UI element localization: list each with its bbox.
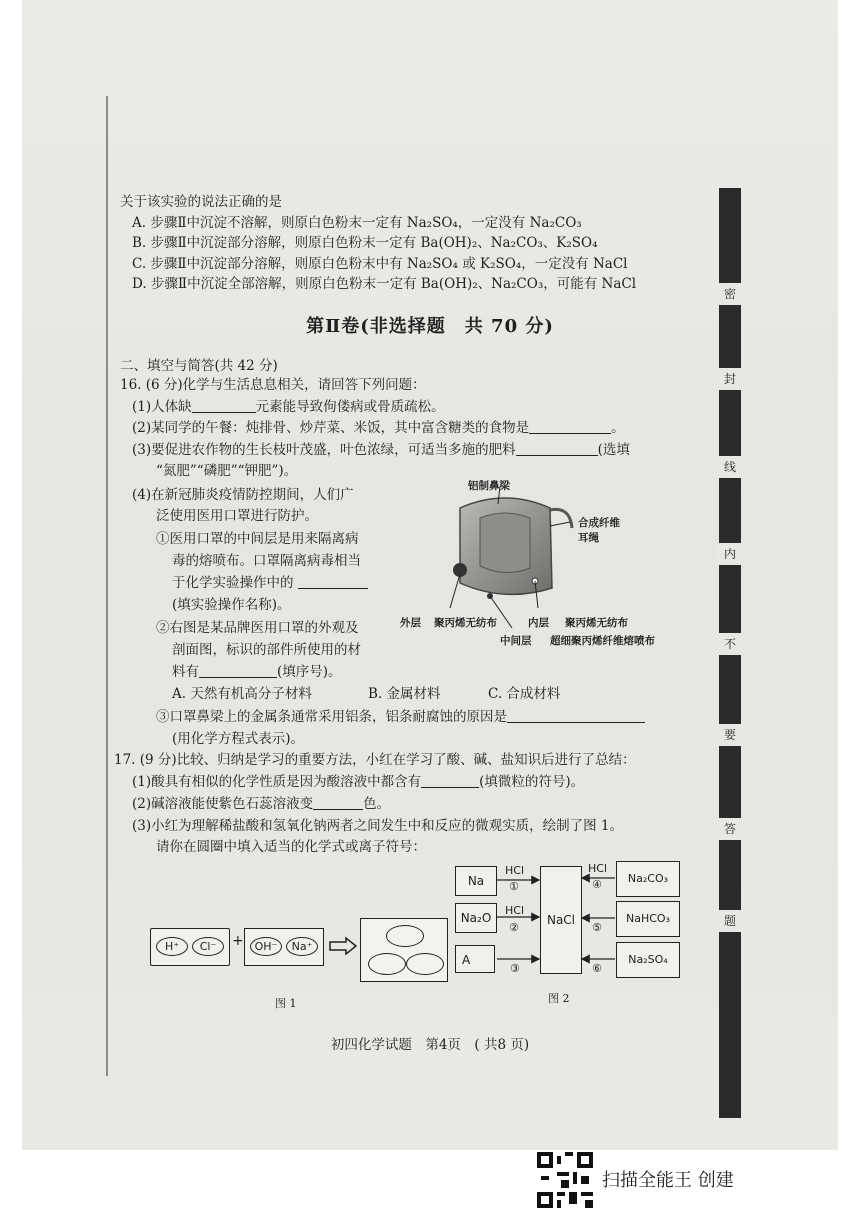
seal-char: 题 [717, 910, 743, 932]
mask-figure [420, 478, 690, 628]
page-footer: 初四化学试题 第4页 ( 共8 页) [330, 1037, 530, 1053]
ion-oh-minus: OH⁻ [250, 937, 282, 956]
q17-p2a: (2)碱溶液能使紫色石蕊溶液变 [132, 796, 314, 812]
q16-part1 [132, 396, 445, 418]
plus-sign: + [232, 933, 244, 949]
q16-s2-3b: (填序号)。 [277, 664, 342, 680]
q16-p1b: 元素能导致佝偻病或骨质疏松。 [255, 399, 445, 415]
q17-part1 [132, 771, 584, 793]
label-middle-material: 超细聚丙烯纤维熔喷布 [550, 635, 655, 647]
leader-line [550, 522, 570, 526]
q17-p3-line2: 请你在圆圈中填入适当的化学式或离子符号： [156, 839, 426, 855]
ion-na-plus: Na⁺ [286, 937, 318, 956]
answer-circle[interactable] [368, 953, 406, 975]
q17-stem: 17. (9 分)比较、归纳是学习的重要方法，小红在学习了酸、碱、盐知识后进行了总结： [114, 752, 636, 768]
fig2-box-a: A [455, 945, 495, 973]
seal-char: 封 [717, 368, 743, 390]
label-num-6: ⑥ [592, 962, 602, 975]
q15-option-d: D. 步骤Ⅱ中沉淀全部溶解，则原白色粉末一定有 Ba(OH)₂、Na₂CO₃，可能有 NaCl [132, 276, 637, 292]
q16-part2 [132, 417, 625, 439]
q16-p3b: (选填 [597, 442, 630, 458]
fig2-box-na2o: Na₂O [455, 903, 497, 933]
q17-blank2[interactable] [313, 795, 363, 810]
q15-intro: 关于该实验的说法正确的是 [120, 194, 282, 210]
ion-h-plus: H⁺ [156, 937, 188, 956]
seal-char: 答 [717, 818, 743, 840]
q17-p2b: 色。 [363, 796, 391, 812]
label-num-4: ④ [592, 878, 602, 891]
qr-code-icon [537, 1152, 593, 1208]
q15-option-c: C. 步骤Ⅱ中沉淀部分溶解，则原白色粉末中有 Na₂SO₄ 或 K₂SO₄，一定没有 NaCl [132, 256, 628, 272]
q17-part2 [132, 793, 390, 815]
q16-s2-line1: ②右图是某品牌医用口罩的外观及 [156, 620, 359, 636]
fig2-box-nahco3: NaHCO₃ [616, 901, 680, 937]
q16-blank2[interactable] [529, 419, 611, 434]
ion-cl-minus: Cl⁻ [192, 937, 224, 956]
answer-circle[interactable] [406, 953, 444, 975]
margin-line [106, 96, 108, 1076]
q16-s2-3a: 料有 [172, 664, 199, 680]
label-outer: 外层 [400, 617, 421, 629]
q17-blank1[interactable] [421, 773, 479, 788]
fig2-box-na2so4: Na₂SO₄ [616, 942, 680, 978]
label-outer-material: 聚丙烯无纺布 [434, 617, 497, 629]
q16-s3-line2: (用化学方程式表示)。 [172, 731, 305, 747]
q17-p1a: (1)酸具有相似的化学性质是因为酸溶液中都含有 [132, 774, 422, 790]
part2-title: 第Ⅱ卷(非选择题 共 70 分) [306, 316, 554, 337]
scanner-watermark: 扫描全能王 创建 [602, 1170, 734, 1191]
fig1-caption: 图 1 [275, 997, 297, 1010]
seal-char: 线 [717, 456, 743, 478]
q16-s1-line2: 毒的熔喷布。口罩隔离病毒相当 [172, 553, 361, 569]
q16-s2-line3 [172, 661, 342, 683]
label-num-3: ③ [510, 962, 520, 975]
q16-blank6[interactable] [507, 708, 645, 723]
fig2-box-na2co3: Na₂CO₃ [616, 861, 680, 897]
q16-p4-line1: (4)在新冠肺炎疫情防控期间，人们广 [132, 487, 354, 503]
fig2-caption: 图 2 [548, 992, 570, 1005]
q16-stem: 16. (6 分)化学与生活息息相关，请回答下列问题： [120, 377, 426, 393]
q17-p3-line1: (3)小红为理解稀盐酸和氢氧化钠两者之间发生中和反应的微观实质，绘制了图 1。 [132, 818, 624, 834]
label-nose: 铝制鼻梁 [468, 480, 510, 492]
q16-p2b: 。 [611, 420, 625, 436]
section-heading: 二、填空与简答(共 42 分) [120, 358, 278, 374]
label-middle: 中间层 [500, 635, 532, 647]
q16-s2-line2: 剖面图，标识的部件所使用的材 [172, 642, 361, 658]
q16-blank5[interactable] [199, 663, 277, 678]
label-inner-material: 聚丙烯无纺布 [565, 617, 628, 629]
seal-char: 要 [717, 724, 743, 746]
q16-s1-line1: ①医用口罩的中间层是用来隔离病 [156, 531, 359, 547]
seal-char: 内 [717, 543, 743, 565]
q16-choice-a: A. 天然有机高分子材料 [172, 686, 312, 702]
seal-char: 不 [717, 633, 743, 655]
mask-fold [480, 513, 530, 573]
q16-p3c: “氮肥”“磷肥”“钾肥”)。 [156, 463, 298, 479]
q15-option-a: A. 步骤Ⅱ中沉淀不溶解，则原白色粉末一定有 Na₂SO₄，一定没有 Na₂CO₃ [132, 215, 582, 231]
leader-line [450, 574, 460, 608]
q16-choice-b: B. 金属材料 [368, 686, 441, 702]
label-num-5: ⑤ [592, 921, 602, 934]
q16-s1-line4: (填实验操作名称)。 [172, 597, 291, 613]
q16-s3a: ③口罩鼻梁上的金属条通常采用铝条，铝条耐腐蚀的原因是 [156, 709, 507, 725]
label-num-2: ② [509, 921, 519, 934]
label-inner: 内层 [528, 617, 549, 629]
q16-p1a: (1)人体缺 [132, 399, 192, 415]
q16-p4-line2: 泛使用医用口罩进行防护。 [156, 508, 318, 524]
q16-choice-c: C. 合成材料 [488, 686, 561, 702]
q16-s1-line3 [172, 572, 368, 594]
fig2-box-nacl: NaCl [540, 866, 582, 974]
answer-circle[interactable] [386, 925, 424, 947]
label-fiber: 合成纤维 [578, 517, 620, 529]
q16-p2a: (2)某同学的午餐：炖排骨、炒芹菜、米饭，其中富含糖类的食物是 [132, 420, 530, 436]
q16-blank4[interactable] [298, 574, 368, 589]
fig2-box-na: Na [455, 866, 497, 896]
q16-blank1[interactable] [192, 398, 256, 413]
q15-option-b: B. 步骤Ⅱ中沉淀部分溶解，则原白色粉末一定有 Ba(OH)₂、Na₂CO₃、K₂SO₄ [132, 235, 598, 251]
q16-p3a: (3)要促进农作物的生长枝叶茂盛，叶色浓绿，可适当多施的肥料 [132, 442, 516, 458]
reagent-hcl-4: HCl [588, 862, 608, 875]
label-ear: 耳绳 [578, 532, 599, 544]
seal-char: 密 [717, 283, 743, 305]
reagent-hcl-2: HCl [505, 904, 525, 917]
label-num-1: ① [509, 880, 519, 893]
q16-s3-line1 [156, 706, 645, 728]
reagent-hcl-1: HCl [505, 864, 525, 877]
q16-s1-3: 于化学实验操作中的 [172, 575, 294, 591]
q16-part3 [132, 439, 630, 461]
right-arrow-icon [328, 936, 358, 956]
q16-blank3[interactable] [516, 441, 598, 456]
q17-p1b: (填微粒的符号)。 [479, 774, 585, 790]
